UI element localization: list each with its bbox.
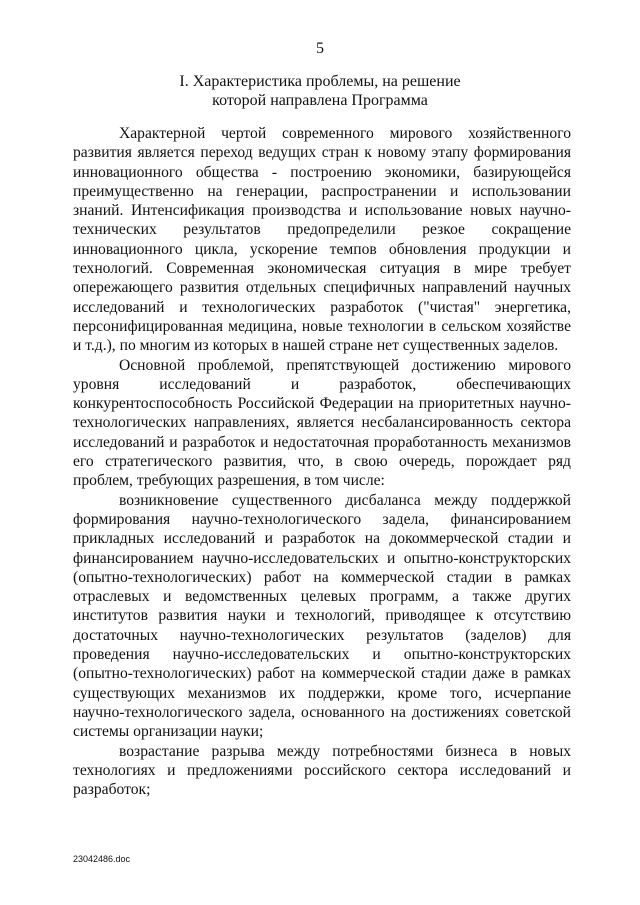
footer-filename: 23042486.doc (73, 854, 131, 864)
section-heading-line-1: I. Характеристика проблемы, на решение (179, 73, 461, 90)
section-heading-line-2: которой направлена Программа (212, 92, 428, 109)
section-heading (0, 72, 640, 110)
document-body (73, 124, 571, 799)
paragraph-intro: Характерной чертой современного мирового хозяйственного развития является переход ведущих стран к новому этапу формирования инновационного общества - построению экономики, базирующейся преимущественно на генерации, распространении и использовании знаний. Интенсификация производства и использование новых научно-технических результатов предопределили резкое сокращение инновационного цикла, ускорение темпов обновления продукции и технологий. Современная экономическая ситуация в мире требует опережающего развития отдельных специфичных направлений научных исследований и технологических разработок ("чистая" энергетика, персонифицированная медицина, новые технологии в сельском хозяйстве и т.д.), по многим из которых в нашей стране нет существенных заделов. (73, 125, 571, 355)
paragraph-imbalance: возникновение существенного дисбаланса между поддержкой формирования научно-технологического задела, финансированием прикладных исследований и разработок на докоммерческой стадии и финансированием научно-исследовательских и опытно-конструкторских (опытно-технологических) работ на коммерческой стадии в рамках отраслевых и ведомственных целевых программ, а также других институтов развития науки и технологий, приводящее к отсутствию достаточных научно-технологических результатов (заделов) для проведения научно-исследовательских и опытно-конструкторских (опытно-технологических) работ на коммерческой стадии даже в рамках существующих механизмов их поддержки, кроме того, исчерпание научно-технологического задела, основанного на достижениях советской системы организации науки; (73, 491, 571, 741)
paragraph-main-problem: Основной проблемой, препятствующей достижению мирового уровня исследований и разработок, обеспечивающих конкурентоспособность Российской Федерации на приоритетных научно-технологических направлениях, является несбалансированность сектора исследований и разработок и недостаточная проработанность механизмов его стратегического развития, что, в свою очередь, порождает ряд проблем, требующих разрешения, в том числе: (73, 356, 571, 490)
page-number: 5 (316, 40, 324, 57)
paragraph-business-gap: возрастание разрыва между потребностями бизнеса в новых технологиях и предложениями российского сектора исследований и разработок; (73, 742, 571, 799)
